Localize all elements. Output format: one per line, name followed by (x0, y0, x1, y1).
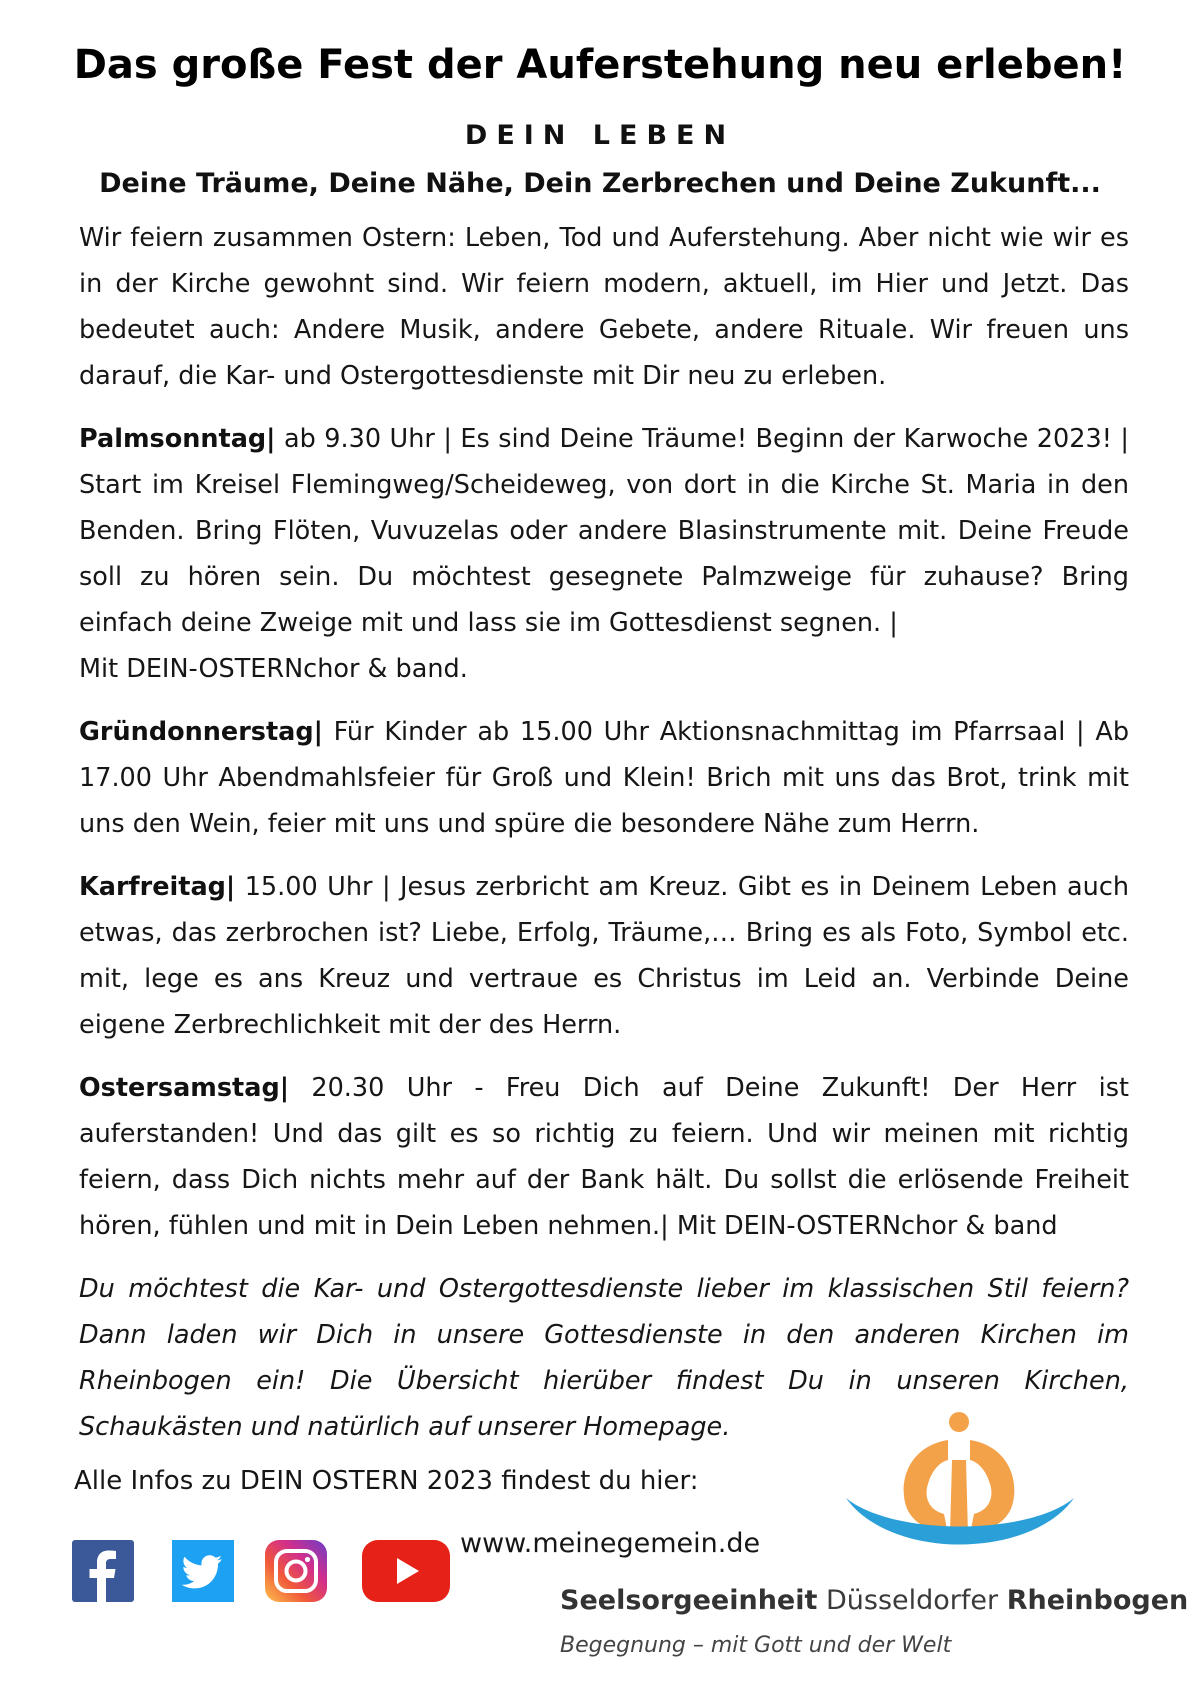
event-text: Für Kinder ab 15.00 Uhr Aktionsnachmittag im Pfarrsaal | Ab 17.00 Uhr Abendmahlsfeier für Groß und Klein! Brich mit uns das Brot, trink mit uns den Wein, feier mit uns und spüre die besondere Nähe zum Herrn. (79, 717, 1130, 839)
event-day: Karfreitag| (79, 872, 236, 902)
org-part2: Düsseldorfer (825, 1585, 999, 1616)
body-text (79, 215, 1129, 1467)
org-part1: Seelsorgeeinheit (560, 1585, 818, 1616)
event-gruendonnerstag (79, 709, 1129, 847)
event-palmsonntag (79, 416, 1129, 692)
event-text: 15.00 Uhr | Jesus zerbricht am Kreuz. Gibt es in Deinem Leben auch etwas, das zerbrochen ist? Liebe, Erfolg, Träume,… Bring es als Foto, Symbol etc. mit, lege es ans Kreuz und vertraue es Christus im Leid an. Verbinde Deine eigene Zerbrechlichkeit mit der des Herrn. (79, 872, 1130, 1040)
infos-text: Alle Infos zu DEIN OSTERN 2023 findest du hier: (74, 1466, 699, 1496)
event-text: ab 9.30 Uhr | Es sind Deine Träume! Beginn der Karwoche 2023! | Start im Kreisel Flemingweg/Scheideweg, von dort in die Kirche St. Maria in den Benden. Bring Flöten, Vuvuzelas oder andere Blasinstrumente mit. Deine Freude soll zu hören sein. Du möchtest gesegnete Palmzweige für zuhause? Bring einfach deine Zweige mit und lass sie im Gottesdienst segnen. | (79, 424, 1129, 638)
event-extra: Mit DEIN-OSTERNchor & band. (79, 654, 468, 684)
youtube-icon[interactable] (362, 1540, 450, 1602)
instagram-icon[interactable] (265, 1540, 327, 1602)
event-day: Gründonnerstag| (79, 717, 323, 747)
org-part3: Rheinbogen (1006, 1585, 1189, 1616)
organisation-name (560, 1585, 1188, 1616)
intro-paragraph: Wir feiern zusammen Ostern: Leben, Tod und Auferstehung. Aber nicht wie wir es in der Kirche gewohnt sind. Wir feiern modern, aktuell, im Hier und Jetzt. Das bedeutet auch: Andere Musik, andere Gebete, andere Rituale. Wir freuen uns darauf, die Kar- und Ostergottesdienste mit Dir neu zu erleben. (79, 223, 1129, 391)
parish-logo (840, 1410, 1080, 1570)
event-karfreitag (79, 864, 1129, 1048)
website-link[interactable]: www.meinegemein.de (460, 1528, 761, 1559)
event-text: 20.30 Uhr - Freu Dich auf Deine Zukunft! Der Herr ist auferstanden! Und das gilt es so richtig zu feiern. Und wir meinen mit richtig feiern, dass Dich nichts mehr auf der Bank hält. Du sollst die erlösende Freiheit hören, fühlen und mit in Dein Leben nehmen.| Mit DEIN-OSTERNchor & band (79, 1073, 1130, 1241)
event-ostersamstag (79, 1065, 1129, 1249)
twitter-icon[interactable] (172, 1540, 234, 1602)
facebook-icon[interactable] (72, 1540, 134, 1602)
page-title: Das große Fest der Auferstehung neu erleben! (73, 42, 1127, 88)
organisation-motto: Begegnung – mit Gott und der Welt (560, 1633, 952, 1658)
event-day: Ostersamstag| (79, 1073, 290, 1103)
classic-note: Du möchtest die Kar- und Ostergottesdienste lieber im klassischen Stil feiern? Dann laden wir Dich in unsere Gottesdienste in den anderen Kirchen im Rheinbogen ein! Die Übersicht hierüber findest Du in unseren Kirchen, Schaukästen und natürlich auf unserer Homepage. (79, 1274, 1129, 1442)
page-tagline: Deine Träume, Deine Nähe, Dein Zerbrechen und Deine Zukunft... (99, 168, 1101, 199)
page-subtitle: DEIN LEBEN (464, 120, 736, 151)
event-day: Palmsonntag| (79, 424, 276, 454)
